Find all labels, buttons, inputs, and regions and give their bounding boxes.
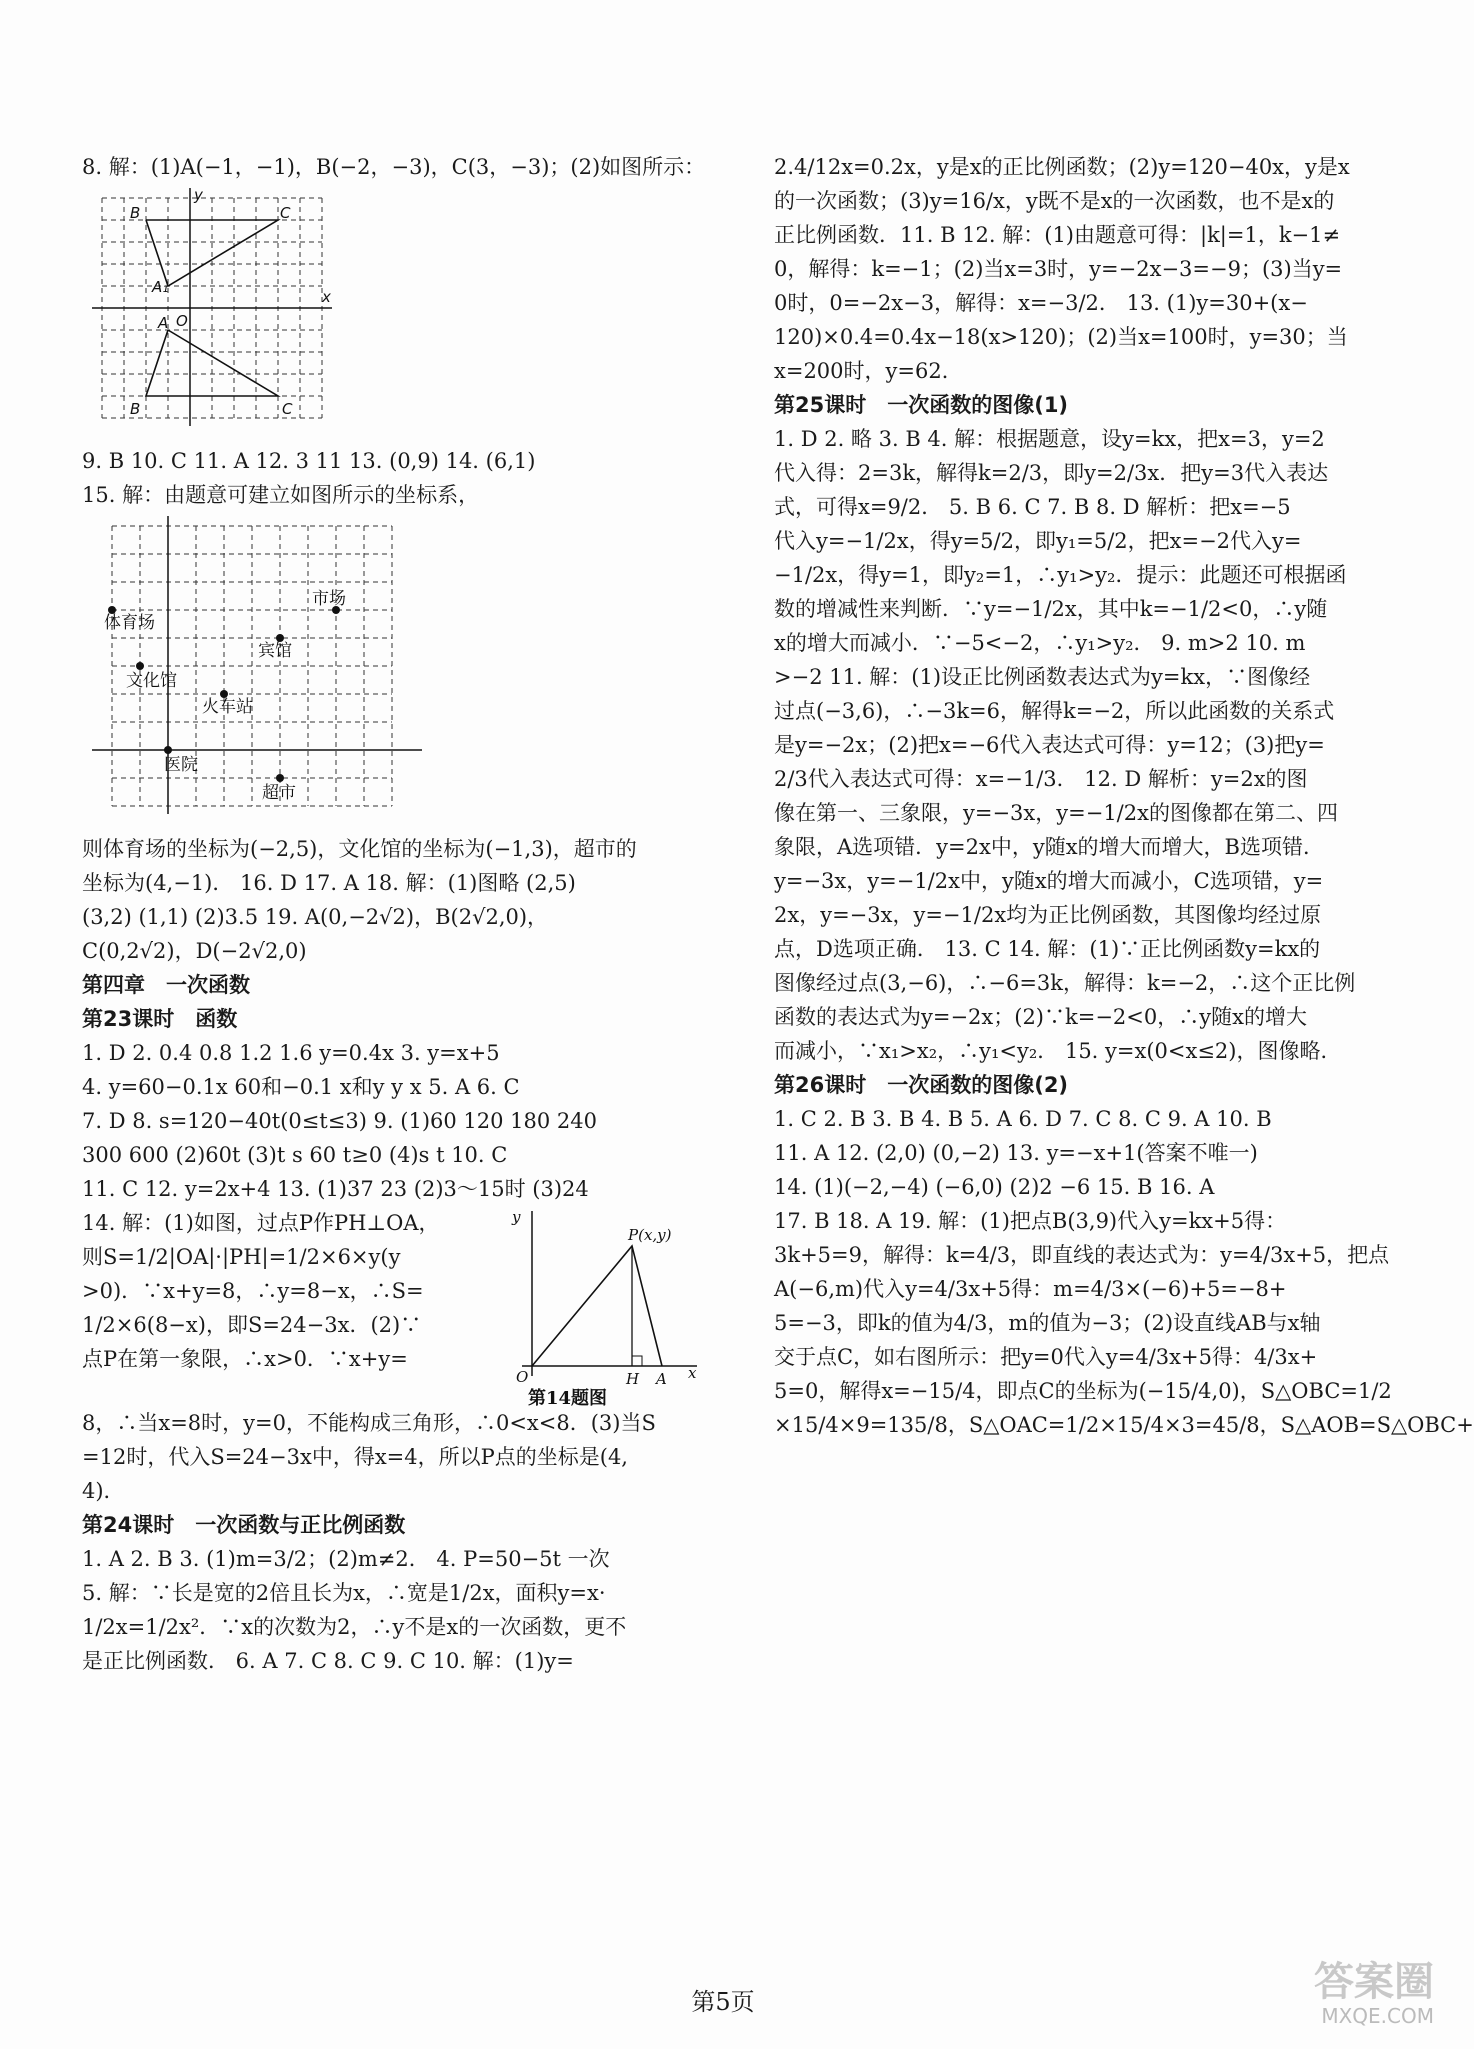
text-line: 3k+5=9，解得：k=4/3，即直线的表达式为：y=4/3x+5，把点 (774, 1243, 1390, 1267)
text-line: x的增大而减小．∵−5<−2，∴y₁>y₂． 9. m>2 10. m (774, 631, 1306, 655)
text-line: 函数的表达式为y=−2x；(2)∵k=−2<0，∴y随x的增大 (774, 1005, 1307, 1029)
f8-label-x: x (322, 288, 331, 306)
text-line: 300 600 (2)60t (3)t s 60 t≥0 (4)s t 10. C (82, 1143, 508, 1167)
section-heading: 第26课时 一次函数的图像(2) (774, 1073, 1069, 1097)
text-line: 代入得：2=3k，解得k=2/3，即y=2/3x．把y=3代入表达 (774, 461, 1329, 485)
text-line: 11. A 12. (2,0) (0,−2) 13. y=−x+1(答案不唯一) (774, 1141, 1258, 1165)
text-line: y=−3x，y=−1/2x中，y随x的增大而减小，C选项错，y= (774, 869, 1324, 893)
f8-label-c2: C (282, 400, 293, 418)
text-line: 2x，y=−3x，y=−1/2x均为正比例函数，其图像均经过原 (774, 903, 1322, 927)
text-line: 1/2×6(8−x)，即S=24−3x．(2)∵ (82, 1313, 422, 1337)
text-line: 的一次函数；(3)y=16/x，y既不是x的一次函数，也不是x的 (774, 189, 1335, 213)
f15-label-hotel: 宾馆 (258, 641, 292, 661)
text-line: 11. C 12. y=2x+4 13. (1)37 23 (2)3～15时 (3)24 (82, 1177, 589, 1201)
f8-label-b1: B (130, 204, 141, 222)
f15-label-market: 市场 (312, 589, 346, 609)
figure-15 (82, 516, 722, 826)
text-line: 8. 解：(1)A(−1，−1)，B(−2，−3)，C(3，−3)；(2)如图所示： (82, 155, 706, 179)
left-column (82, 150, 722, 1678)
text-line: 15. 解：由题意可建立如图所示的坐标系， (82, 483, 480, 507)
text-line: 1/2x=1/2x²．∵x的次数为2，∴y不是x的一次函数，更不 (82, 1615, 627, 1639)
text-line: 则S=1/2|OA|·|PH|=1/2×6×y(y (82, 1245, 401, 1269)
watermark-line1: 答案圈 (1314, 1959, 1434, 2005)
text-line: >0)．∵x+y=8，∴y=8−x，∴S= (82, 1279, 424, 1303)
figure-15-graph (82, 516, 442, 816)
page-number: 第5页 (691, 1988, 755, 2016)
problem-14-text (82, 1206, 482, 1376)
right-column (774, 150, 1474, 1442)
f15-label-hospital: 医院 (164, 755, 198, 775)
figure-14 (502, 1206, 702, 1416)
watermark-line2: MXQE.COM (1321, 2004, 1434, 2028)
f8-label-o: O (176, 312, 188, 330)
f15-label-culture: 文化馆 (126, 671, 177, 691)
text-line: 17. B 18. A 19. 解：(1)把点B(3,9)代入y=kx+5得： (774, 1209, 1287, 1233)
left-lines-d (82, 1406, 722, 1678)
text-line: (3,2) (1,1) (2)3.5 19. A(0,−2√2)，B(2√2,0)， (82, 905, 549, 929)
problem-14-block (82, 1206, 722, 1409)
text-line: 坐标为(4,−1)． 16. D 17. A 18. 解：(1)图略 (2,5) (82, 871, 576, 895)
text-line: 代入y=−1/2x，得y=5/2，即y₁=5/2，把x=−2代入y= (774, 529, 1302, 553)
text-line: 1. A 2. B 3. (1)m=3/2；(2)m≠2． 4. P=50−5t 一次 (82, 1547, 610, 1571)
text-line: 5. 解：∵长是宽的2倍且长为x，∴宽是1/2x，面积y=x· (82, 1581, 606, 1605)
f14-label-o: O (516, 1368, 529, 1386)
f15-label-station: 火车站 (202, 697, 253, 717)
section-heading: 第24课时 一次函数与正比例函数 (82, 1513, 406, 1537)
text-line: 点P在第一象限，∴x>0．∵x+y= (82, 1347, 408, 1371)
f8-label-y: y (194, 186, 203, 204)
f8-label-a: A (158, 314, 169, 332)
text-line: 8，∴当x=8时，y=0，不能构成三角形，∴0<x<8．(3)当S (82, 1411, 656, 1435)
text-line: >−2 11. 解：(1)设正比例函数表达式为y=kx，∵图像经 (774, 665, 1311, 689)
section-heading: 第25课时 一次函数的图像(1) (774, 393, 1069, 417)
text-line: 过点(−3,6)，∴−3k=6，解得k=−2，所以此函数的关系式 (774, 699, 1335, 723)
f14-label-a: A (656, 1370, 667, 1388)
text-line: 1. C 2. B 3. B 4. B 5. A 6. D 7. C 8. C 9. A 10. B (774, 1107, 1272, 1131)
text-line: 点，D选项正确． 13. C 14. 解：(1)∵正比例函数y=kx的 (774, 937, 1321, 961)
text-line: 而减小，∵x₁>x₂，∴y₁<y₂． 15. y=x(0<x≤2)，图像略． (774, 1039, 1342, 1063)
text-line: 9. B 10. C 11. A 12. 3 11 13. (0,9) 14. (6,1) (82, 449, 536, 473)
text-line: 是正比例函数． 6. A 7. C 8. C 9. C 10. 解：(1)y= (82, 1649, 574, 1673)
text-line: 则体育场的坐标为(−2,5)，文化馆的坐标为(−1,3)，超市的 (82, 837, 637, 861)
f15-label-stadium: 体育场 (104, 613, 155, 633)
text-line: 2/3代入表达式可得：x=−1/3． 12. D 解析：y=2x的图 (774, 767, 1308, 791)
text-line: 1. D 2. 略 3. B 4. 解：根据题意，设y=kx，把x=3，y=2 (774, 427, 1325, 451)
text-line: 象限，A选项错．y=2x中，y随x的增大而增大，B选项错． (774, 835, 1324, 859)
section-heading: 第四章 一次函数 (82, 973, 250, 997)
text-line: 是y=−2x；(2)把x=−6代入表达式可得：y=12；(3)把y= (774, 733, 1325, 757)
left-lines-b (82, 444, 722, 512)
watermark-logo (1314, 1960, 1434, 2028)
text-line: 4)． (82, 1479, 125, 1503)
text-line: −1/2x，得y=1，即y₂=1，∴y₁>y₂．提示：此题还可根据函 (774, 563, 1347, 587)
text-line: 14. 解：(1)如图，过点P作PH⊥OA， (82, 1211, 440, 1235)
text-line: 0，解得：k=−1；(2)当x=3时，y=−2x−3=−9；(3)当y= (774, 257, 1343, 281)
text-line: 像在第一、三象限，y=−3x，y=−1/2x的图像都在第二、四 (774, 801, 1338, 825)
f14-label-h: H (626, 1370, 640, 1388)
figure-8-graph (82, 188, 342, 428)
left-lines-a (82, 150, 722, 184)
text-line: 5=−3，即k的值为4/3，m的值为−3；(2)设直线AB与x轴 (774, 1311, 1321, 1335)
text-line: 7. D 8. s=120−40t(0≤t≤3) 9. (1)60 120 180 240 (82, 1109, 598, 1133)
f14-caption: 第14题图 (528, 1388, 608, 1409)
text-line: 正比例函数．11. B 12. 解：(1)由题意可得：|k|=1，k−1≠ (774, 223, 1341, 247)
text-line: 图像经过点(3,−6)，∴−6=3k，解得：k=−2，∴这个正比例 (774, 971, 1356, 995)
text-line: 2.4/12x=0.2x，y是x的正比例函数；(2)y=120−40x，y是x (774, 155, 1350, 179)
figure-14-graph (502, 1206, 702, 1409)
text-line: =12时，代入S=24−3x中，得x=4，所以P点的坐标是(4, (82, 1445, 628, 1469)
text-line: 120)×0.4=0.4x−18(x>120)；(2)当x=100时，y=30；当 (774, 325, 1348, 349)
f14-label-x: x (688, 1364, 697, 1382)
f15-label-supermarket: 超市 (262, 783, 296, 803)
f8-label-a1: A₁ (152, 278, 169, 296)
text-line: C(0,2√2)，D(−2√2,0) (82, 939, 307, 963)
text-line: 4. y=60−0.1x 60和−0.1 x和y y x 5. A 6. C (82, 1075, 520, 1099)
right-lines (774, 150, 1474, 1442)
text-line: 5=0，解得x=−15/4，即点C的坐标为(−15/4,0)，S△OBC=1/2 (774, 1379, 1392, 1403)
text-line: 0时，0=−2x−3，解得：x=−3/2． 13. (1)y=30+(x− (774, 291, 1308, 315)
text-line: 数的增减性来判断．∵y=−1/2x，其中k=−1/2<0，∴y随 (774, 597, 1328, 621)
f8-label-b2: B (130, 400, 141, 418)
text-line: ×15/4×9=135/8，S△OAC=1/2×15/4×3=45/8，S△AOB=S△OBC+ (774, 1413, 1474, 1437)
text-line: 1. D 2. 0.4 0.8 1.2 1.6 y=0.4x 3. y=x+5 (82, 1041, 500, 1065)
text-line: A(−6,m)代入y=4/3x+5得：m=4/3×(−6)+5=−8+ (774, 1277, 1287, 1301)
left-lines-c (82, 832, 722, 1206)
section-heading: 第23课时 函数 (82, 1007, 238, 1031)
figure-8 (82, 188, 722, 438)
f14-label-p: P(x,y) (628, 1226, 672, 1244)
f14-label-y: y (512, 1208, 521, 1226)
f8-label-c1: C (280, 204, 291, 222)
text-line: 交于点C，如右图所示：把y=0代入y=4/3x+5得：4/3x+ (774, 1345, 1318, 1369)
text-line: x=200时，y=62． (774, 359, 963, 383)
text-line: 14. (1)(−2,−4) (−6,0) (2)2 −6 15. B 16. A (774, 1175, 1215, 1199)
text-line: 式，可得x=9/2． 5. B 6. C 7. B 8. D 解析：把x=−5 (774, 495, 1291, 519)
